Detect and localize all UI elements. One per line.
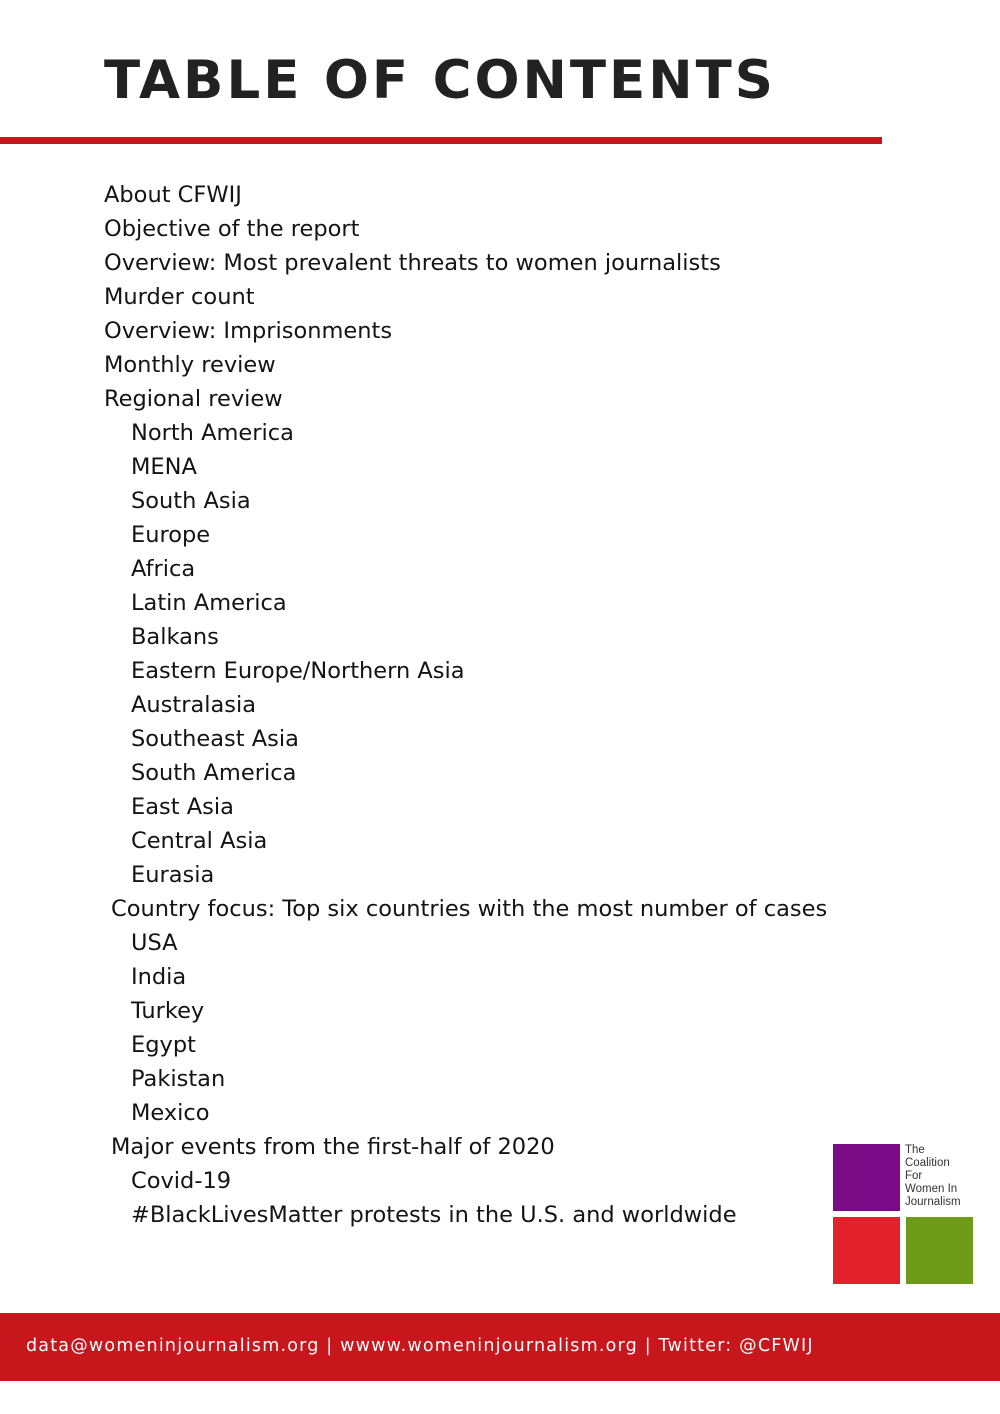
logo-red-square (833, 1217, 900, 1284)
logo-green-square (906, 1217, 973, 1284)
toc-section-item: Murder count (104, 284, 255, 310)
toc-subsection-item: Covid-19 (131, 1168, 232, 1194)
cfwij-logo (833, 1144, 983, 1286)
toc-subsection-item: #BlackLivesMatter protests in the U.S. and worldwide (131, 1202, 737, 1228)
toc-section-item: Regional review (104, 386, 283, 412)
page-title: TABLE OF CONTENTS (104, 50, 776, 111)
logo-line: Journalism (905, 1196, 961, 1208)
toc-section-item: About CFWIJ (104, 182, 242, 208)
toc-subsection-item: Eastern Europe/Northern Asia (131, 658, 465, 684)
logo-purple-square (833, 1144, 900, 1211)
toc-subsection-item: Southeast Asia (131, 726, 299, 752)
toc-subsection-item: Central Asia (131, 828, 268, 854)
toc-subsection-item: Balkans (131, 624, 219, 650)
toc-subsection-item: Mexico (131, 1100, 210, 1126)
toc-subsection-item: North America (131, 420, 294, 446)
toc-subsection-item: Australasia (131, 692, 257, 718)
footer-bar (0, 1313, 1000, 1381)
toc-section-item: Overview: Imprisonments (104, 318, 393, 344)
logo-line: Women In (905, 1183, 958, 1195)
toc-subsection-item: USA (131, 930, 178, 956)
toc-subsection-item: Egypt (131, 1032, 196, 1058)
logo-line: The (905, 1144, 925, 1156)
toc-subsection-item: Europe (131, 522, 211, 548)
toc-subsection-item: Pakistan (131, 1066, 226, 1092)
toc-subsection-item: South Asia (131, 488, 251, 514)
logo-line: For (905, 1170, 923, 1182)
toc-section-item: Country focus: Top six countries with the most number of cases (111, 896, 828, 922)
toc-section-item: Major events from the first-half of 2020 (111, 1134, 555, 1160)
toc-subsection-item: Latin America (131, 590, 287, 616)
footer-contact-text: data@womeninjournalism.org | wwww.womeninjournalism.org | Twitter: @CFWIJ (26, 1336, 814, 1356)
toc-subsection-item: India (131, 964, 187, 990)
toc-subsection-item: MENA (131, 454, 197, 480)
title-divider (0, 137, 882, 144)
toc-subsection-item: Turkey (131, 998, 205, 1024)
toc-section-item: Overview: Most prevalent threats to women journalists (104, 250, 721, 276)
toc-subsection-item: Eurasia (131, 862, 215, 888)
logo-line: Coalition (905, 1157, 950, 1169)
toc-section-item: Objective of the report (104, 216, 360, 242)
toc-subsection-item: South America (131, 760, 297, 786)
toc-subsection-item: Africa (131, 556, 196, 582)
logo-wordmark (905, 1144, 985, 1209)
toc-subsection-item: East Asia (131, 794, 234, 820)
toc-section-item: Monthly review (104, 352, 276, 378)
